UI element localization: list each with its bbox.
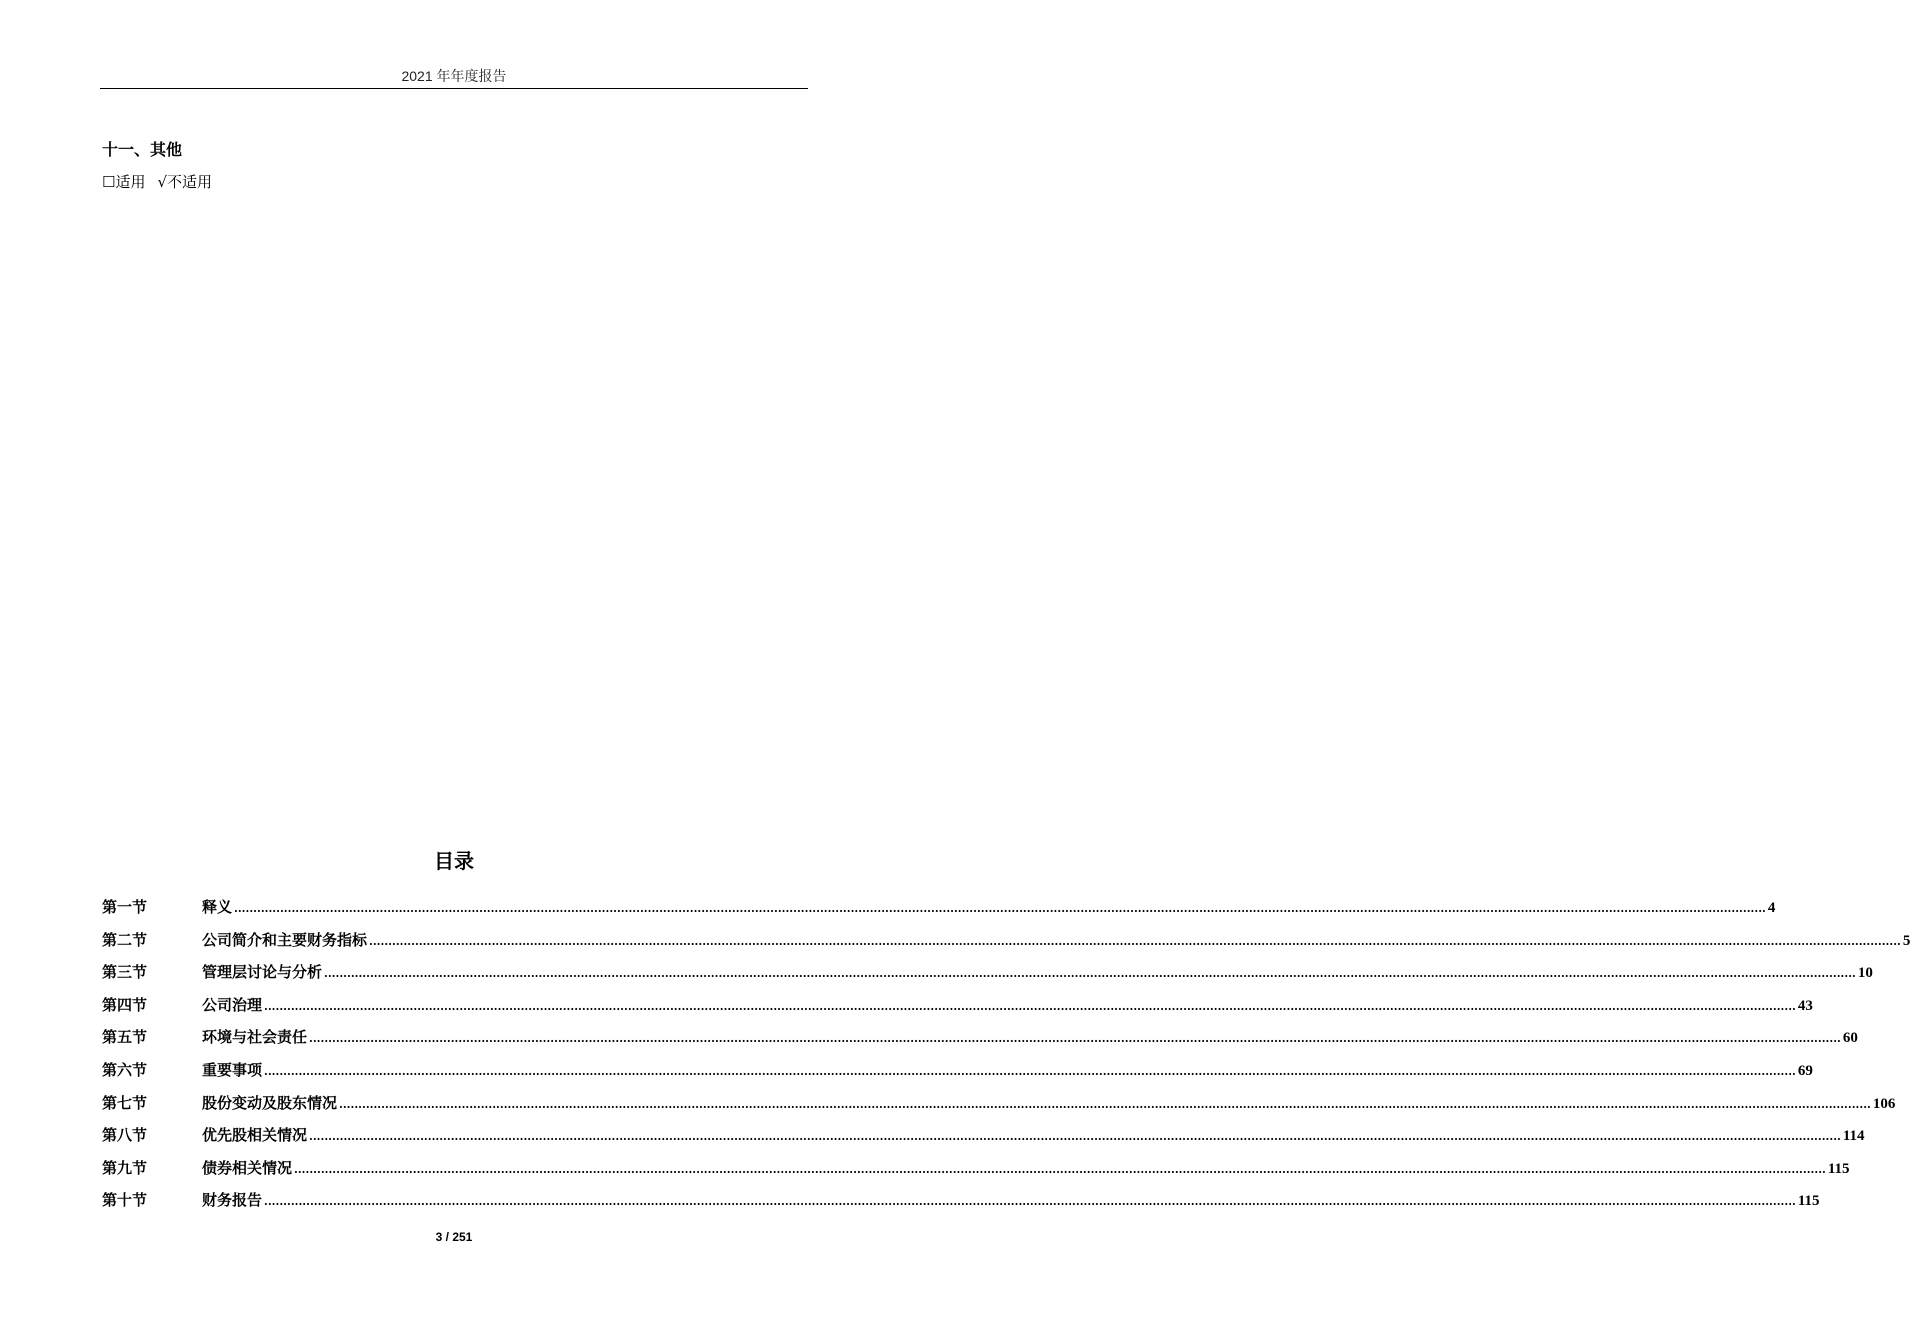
toc-section-number: 第五节 bbox=[102, 1028, 148, 1047]
toc-page-number: 4 bbox=[1767, 900, 1776, 916]
toc-entry[interactable] bbox=[102, 896, 1776, 929]
applicability-line bbox=[102, 171, 212, 192]
toc-entry[interactable] bbox=[102, 1189, 1820, 1222]
toc-page-number: 114 bbox=[1842, 1128, 1865, 1145]
toc-section-number: 第四节 bbox=[102, 995, 148, 1014]
section-title-other: 十一、其他 bbox=[102, 140, 183, 159]
toc-entry[interactable] bbox=[102, 1026, 1858, 1059]
toc-leader: ................................................................................................................................................................................................................................................................................................................................................................................................................ bbox=[369, 934, 1901, 948]
toc-section-name: 财务报告 bbox=[202, 1191, 263, 1210]
header-divider bbox=[100, 88, 808, 89]
toc-section-name: 债券相关情况 bbox=[202, 1158, 293, 1177]
toc-entry[interactable] bbox=[102, 1092, 1896, 1125]
toc-page-number: 115 bbox=[1797, 1193, 1820, 1210]
toc-leader: ................................................................................................................................................................................................................................................................................................................................................................................................................ bbox=[264, 1195, 1796, 1209]
toc-entry[interactable] bbox=[102, 994, 1813, 1027]
toc-page-number: 10 bbox=[1857, 965, 1873, 982]
toc-page-number: 60 bbox=[1842, 1030, 1858, 1047]
toc-entry[interactable] bbox=[102, 1124, 1865, 1157]
toc-leader: ................................................................................................................................................................................................................................................................................................................................................................................................................ bbox=[234, 902, 1766, 915]
toc-leader: ................................................................................................................................................................................................................................................................................................................................................................................................................ bbox=[264, 1064, 1796, 1078]
toc-section-name: 环境与社会责任 bbox=[202, 1028, 308, 1047]
toc-section-number: 第九节 bbox=[102, 1158, 148, 1177]
toc-page-number: 43 bbox=[1797, 997, 1813, 1014]
toc-leader: ................................................................................................................................................................................................................................................................................................................................................................................................................ bbox=[264, 999, 1796, 1013]
toc-title: 目录 bbox=[434, 849, 474, 873]
toc-section-name: 管理层讨论与分析 bbox=[202, 963, 323, 982]
page-header: 2021 年年度报告 bbox=[401, 68, 507, 84]
toc-entry[interactable] bbox=[102, 961, 1873, 994]
toc-page-number: 5 bbox=[1902, 932, 1910, 949]
toc-leader: ................................................................................................................................................................................................................................................................................................................................................................................................................ bbox=[294, 1162, 1826, 1176]
toc-section-name: 释义 bbox=[202, 898, 233, 916]
toc-section-number: 第八节 bbox=[102, 1126, 148, 1145]
toc-section-name: 优先股相关情况 bbox=[202, 1126, 308, 1145]
toc-section-number: 第三节 bbox=[102, 963, 148, 982]
toc-section-number: 第一节 bbox=[102, 898, 148, 916]
toc-section-name: 重要事项 bbox=[202, 1060, 263, 1079]
toc-section-number: 第二节 bbox=[102, 930, 148, 949]
toc-section-name: 股份变动及股东情况 bbox=[202, 1093, 338, 1112]
toc-leader: ................................................................................................................................................................................................................................................................................................................................................................................................................ bbox=[339, 1097, 1871, 1111]
toc-page-number: 106 bbox=[1872, 1095, 1896, 1112]
toc-entry[interactable] bbox=[102, 929, 1910, 962]
toc-section-name: 公司简介和主要财务指标 bbox=[202, 930, 368, 949]
toc-leader: ................................................................................................................................................................................................................................................................................................................................................................................................................ bbox=[324, 967, 1856, 981]
applicable-option: ☐适用 bbox=[102, 173, 146, 191]
toc-section-number: 第十节 bbox=[102, 1191, 148, 1210]
toc-leader: ................................................................................................................................................................................................................................................................................................................................................................................................................ bbox=[309, 1032, 1841, 1046]
toc-page-number: 115 bbox=[1827, 1160, 1850, 1177]
table-of-contents bbox=[102, 896, 1910, 1222]
toc-section-number: 第六节 bbox=[102, 1060, 148, 1079]
page-indicator: 3 / 251 bbox=[435, 1230, 473, 1244]
toc-entry[interactable] bbox=[102, 1157, 1850, 1190]
toc-page-number: 69 bbox=[1797, 1062, 1813, 1079]
toc-leader: ................................................................................................................................................................................................................................................................................................................................................................................................................ bbox=[309, 1130, 1841, 1144]
toc-entry[interactable] bbox=[102, 1059, 1813, 1092]
not-applicable-option: √不适用 bbox=[157, 173, 213, 191]
toc-section-name: 公司治理 bbox=[202, 995, 263, 1014]
toc-section-number: 第七节 bbox=[102, 1093, 148, 1112]
